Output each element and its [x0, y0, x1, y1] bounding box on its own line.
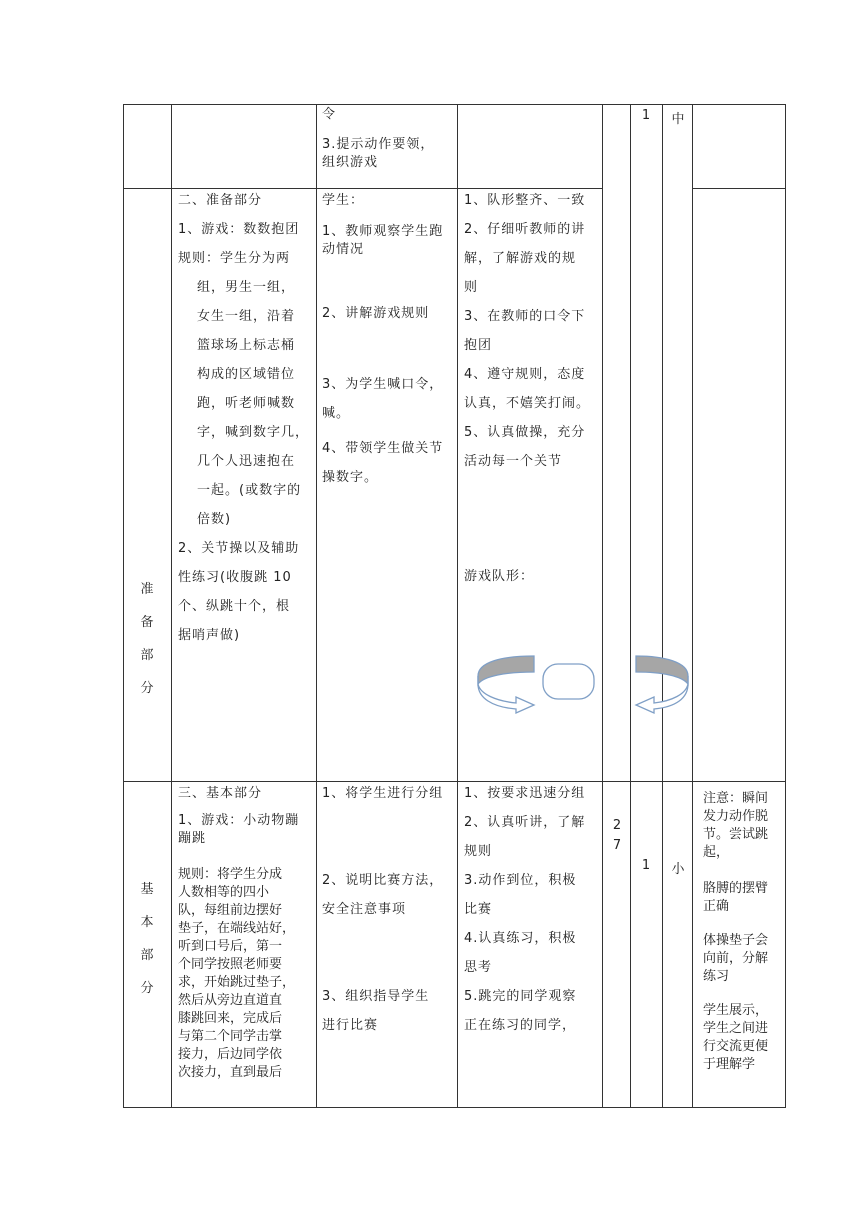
left-rotation-arrow-icon [478, 656, 534, 713]
formation-diagram [472, 652, 694, 716]
prep-student: 1、队形整齐、一致 2、仔细听教师的讲 解，了解游戏的规 则 3、在教师的口令下 抱团 4、遵守规则，态度 认真，不嬉笑打闹。 5、认真做操，充分 活动每一个关节 游戏队形： [464, 186, 602, 591]
top-row-method: 令 3.提示动作要领， 组织游戏 [322, 107, 435, 170]
basic-student: 1、按要求迅速分组 2、认真听讲，了解 规则 3.动作到位，积极 比赛 4.认真练习，积极 思考 5.跳完的同学观察 正在练习的同学， [464, 786, 586, 1033]
prep-title: 二、准备部分 [178, 193, 263, 208]
basic-game-title: 1、游戏：小动物蹦 [178, 813, 300, 828]
col-divider-7 [692, 104, 693, 1108]
basic-time-value: 27 [612, 818, 622, 853]
basic-section-label: 基 本 部 分 [140, 882, 154, 996]
basic-teacher: 1、将学生进行分组 2、说明比赛方法， 安全注意事项 3、组织指导学生 进行比赛 [322, 786, 444, 1033]
basic-title: 三、基本部分 [178, 786, 263, 801]
table-left-border [123, 104, 124, 1108]
formation-label: 游戏队形： [464, 569, 535, 584]
col-divider-6 [662, 104, 663, 1108]
basic-content: 三、基本部分 1、游戏：小动物蹦 蹦跳 规则：将学生分成 人数相等的四小 队，每组前边摆好 垫子，在端线站好， 听到口号后，第一 个同学按照老师要 求，开始跳过垫子， 然后从旁边直道直 膝跳回来，完成后 与第二个同学击掌 接力，后边同学依 次接力，直到最后 [178, 779, 314, 1082]
top-row-intensity: 中 [671, 112, 685, 127]
col-divider-5 [630, 104, 631, 1108]
table-right-border [785, 104, 786, 1108]
col-divider-1 [171, 104, 172, 1108]
basic-time-minutes [602, 816, 632, 856]
prep-teacher: 学生： 1、教师观察学生跑 动情况 2、讲解游戏规则 3、为学生喊口令， 喊。 4、带领学生做关节 操数字。 [322, 193, 444, 485]
prep-section-label: 准 备 部 分 [140, 582, 154, 696]
basic-count: 1 [641, 858, 651, 873]
basic-notes: 注意：瞬间 发力动作脱 节。尝试跳 起， 胳膊的摆臂 正确 体操垫子会 向前，分解 练习 学生展示， 学生之间进 行交流更便 于理解学 [703, 791, 769, 1072]
col-divider-3 [457, 104, 458, 1108]
col-divider-4 [602, 104, 603, 1108]
prep-game-title: 1、游戏：数数抱团 [178, 222, 300, 237]
col-divider-2 [316, 104, 317, 1108]
prep-content: 二、准备部分 1、游戏：数数抱团 规则：学生分为两 组，男生一组， 女生一组，沿着 篮球场上标志桶 构成的区域错位 跑，听老师喊数 字，喊到数字几， 几个人迅速抱在 一起。(或数字的 倍数) 2、关节操以及辅助 性练习(收腹跳 10 个、纵跳十个，根 据哨声做) [178, 186, 314, 650]
row-divider-prep-right [692, 188, 786, 189]
table-top-border [123, 104, 786, 105]
top-row-count: 1 [641, 108, 651, 123]
formation-box [543, 664, 594, 699]
table-bottom-border [123, 1107, 786, 1108]
right-rotation-arrow-icon [636, 656, 688, 713]
basic-intensity: 小 [671, 862, 685, 877]
